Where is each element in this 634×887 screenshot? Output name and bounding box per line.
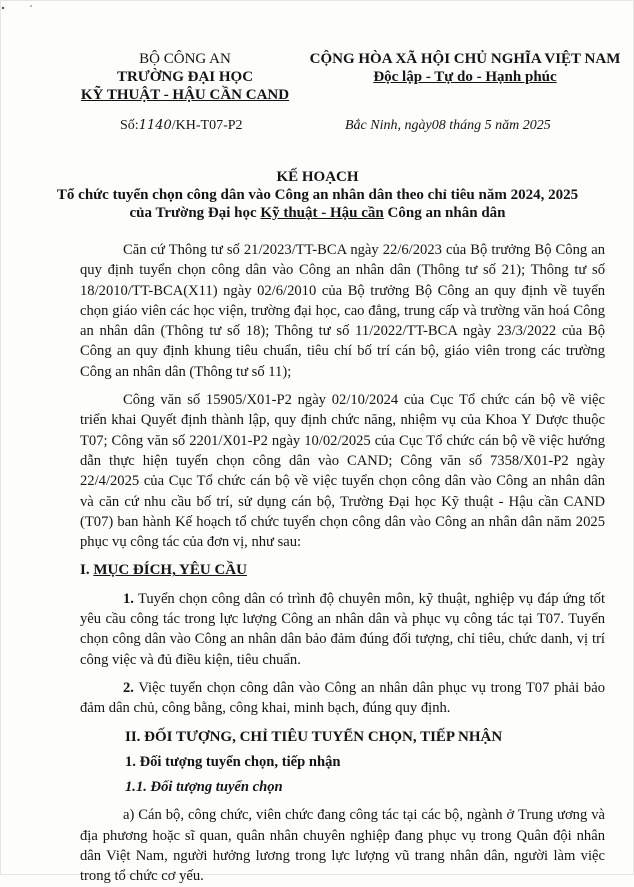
legal-basis-paragraph-1: Căn cứ Thông tư số 21/2023/TT-BCA ngày 22/6/2023 của Bộ trưởng Bộ Công an quy định tuyển chọn công dân vào Công an nhân dân (Thông tư số 21); Thông tư số 18/2010/TT-BCA(X11) ngày 02/6/2010 của Bộ trưởng Bộ Công an quy định về tuyển chọn giáo viên các học viện, trường đại học, cao đẳng, trung cấp và trường văn hoá Công an nhân dân (Thông tư số 18); Thông tư số 11/2022/TT-BCA ngày 23/3/2022 của Bộ Công an quy định khung tiêu chuẩn, tiêu chí bố trí cán bộ, giáo viên trong các trường Công an nhân dân (Thông tư số 11); <box>80 242 605 380</box>
date-rest: tháng 5 năm 2025 <box>445 118 551 133</box>
section-2-heading: II. ĐỐI TƯỢNG, CHỈ TIÊU TUYỂN CHỌN, TIẾP NHẬN <box>125 728 503 745</box>
school-name-line2: KỸ THUẬT - HẬU CẦN CAND <box>80 87 290 103</box>
subsection-1-1-heading: 1.1. Đối tượng tuyển chọn <box>125 779 283 796</box>
item-2-number: 2. <box>123 679 134 696</box>
section-1-title: MỤC ĐÍCH, YÊU CẦU <box>93 562 247 579</box>
document-title <box>40 168 595 222</box>
legal-basis-paragraph-2: Công văn số 15905/X01-P2 ngày 02/10/2024 của Cục Tổ chức cán bộ về việc triển khai Quyết định thành lập, quy định chức năng, nhiệm vụ của Khoa Y Dược thuộc T07; Công văn số 2201/X01-P2 ngày 10/02/2025 của Cục Tổ chức cán bộ về việc hướng dẫn thực hiện tuyển chọn công dân vào CAND; Công văn số 7358/X01-P2 ngày 22/4/2025 của Cục Tổ chức cán bộ về việc tuyển chọn công dân vào Công an nhân dân và căn cứ nhu cầu bố trí, sử dụng cán bộ, Trường Đại học Kỹ thuật - Hậu cần CAND (T07) ban hành Kế hoạch tổ chức tuyển chọn công dân vào Công an nhân dân năm 2025 phục vụ công tác của đơn vị, như sau: <box>80 392 605 551</box>
section-1-item-1 <box>80 589 605 670</box>
national-motto: Độc lập - Tự do - Hạnh phúc <box>373 69 557 85</box>
item-2-text: Việc tuyển chọn công dân vào Công an nhân dân phục vụ trong T07 phải bảo đảm dân chủ, công bằng, công khai, minh bạch, đúng quy định. <box>80 679 605 717</box>
issuer-block <box>80 50 290 104</box>
date-day: 08 <box>431 118 446 133</box>
item-1-text: Tuyển chọn công dân có trình độ chuyên môn, kỹ thuật, nghiệp vụ đáp ứng tốt yêu cầu công tác trong lực lượng Công an nhân dân và phục vụ công tác tại T07. Tuyển chọn công dân vào Công an nhân dân bảo đảm đúng đối tượng, chỉ tiêu, chức danh, vị trí công việc và đủ điều kiện, tiêu chuẩn. <box>80 590 605 668</box>
section-1-heading <box>80 560 605 580</box>
section-1-item-2 <box>80 678 605 719</box>
national-header <box>305 50 625 86</box>
title-line2-a: của Trường Đại học <box>129 205 261 221</box>
document-number <box>120 118 243 134</box>
title-line2-underlined: Kỹ thuật - Hậu cần <box>260 205 384 221</box>
place-prefix: Bắc Ninh, ngày <box>345 118 432 133</box>
document-type: KẾ HOẠCH <box>276 169 359 185</box>
section-1-number: I. <box>80 562 94 579</box>
doc-number-handwritten: 1140 <box>138 118 172 133</box>
title-line2-b: Công an nhân dân <box>383 205 506 221</box>
subsection-1-heading: 1. Đối tượng tuyển chọn, tiếp nhận <box>125 753 341 770</box>
title-line1: Tổ chức tuyển chọn công dân vào Công an nhân dân theo chỉ tiêu năm 2024, 2025 <box>56 187 579 203</box>
country-name: CỘNG HÒA XÃ HỘI CHỦ NGHĨA VIỆT NAM <box>309 51 621 67</box>
ministry-name: BỘ CÔNG AN <box>139 51 231 67</box>
item-1-number: 1. <box>123 590 134 607</box>
school-name-line1: TRƯỜNG ĐẠI HỌC <box>116 69 254 85</box>
document-body <box>80 240 605 887</box>
place-and-date <box>345 118 551 134</box>
doc-number-suffix: /KH-T07-P2 <box>171 118 243 133</box>
doc-number-prefix: Số: <box>120 118 139 133</box>
title-line2 <box>40 204 595 222</box>
subsection-1-1-item-a: a) Cán bộ, công chức, viên chức đang công tác tại các bộ, ngành ở Trung ương và địa phương hoặc sĩ quan, quân nhân chuyên nghiệp đang phục vụ trong Quân đội nhân dân Việt Nam, người hưởng lương trong lực lượng vũ trang nhân dân, người làm việc trong tổ chức cơ yếu. <box>80 807 605 885</box>
